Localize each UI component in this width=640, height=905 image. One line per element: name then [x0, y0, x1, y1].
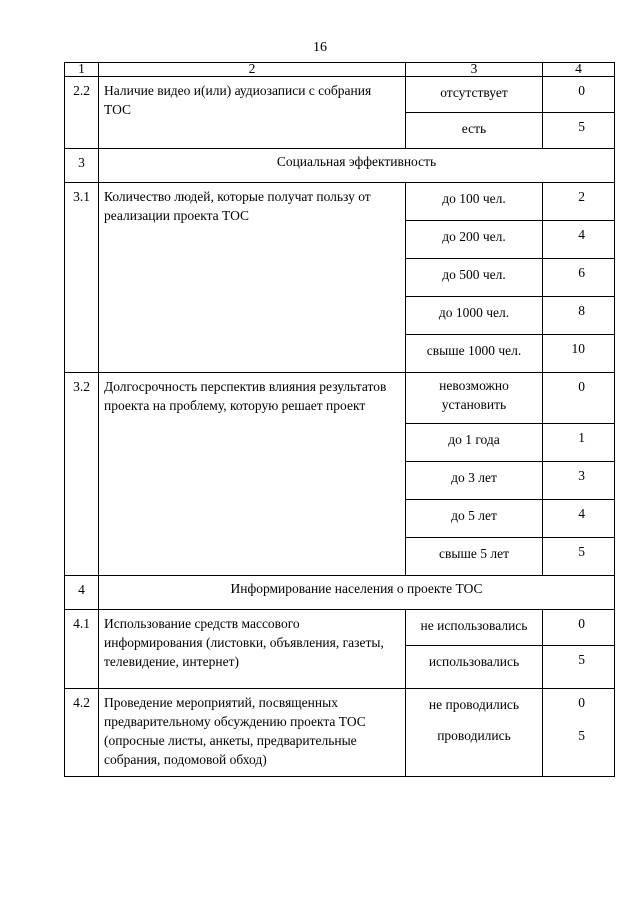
table-row: [65, 77, 615, 113]
item-description: Количество людей, которые получат пользу от реализации проекта ТОС: [99, 183, 406, 373]
option-score: 3: [543, 462, 615, 500]
header-col-2: 2: [99, 63, 406, 77]
option-score: 2: [543, 183, 615, 221]
option-label: отсутствует: [406, 77, 543, 113]
option-label: не использовались: [406, 610, 543, 646]
table-row: [65, 689, 615, 725]
table-row: [65, 373, 615, 424]
item-description: Проведение мероприятий, посвященных предварительному обсуждению проекта ТОС (опросные листы, анкеты, предварительные собрания, подомовой обход): [99, 689, 406, 777]
option-score: 4: [543, 500, 615, 538]
table-row: [65, 183, 615, 221]
option-score: 8: [543, 297, 615, 335]
page-number: 16: [313, 40, 327, 55]
option-label: до 100 чел.: [406, 183, 543, 221]
item-description: Использование средств массового информирования (листовки, объявления, газеты, телевидение, интернет): [99, 610, 406, 689]
option-label: свыше 5 лет: [406, 538, 543, 576]
option-score: 10: [543, 335, 615, 373]
item-number: 4.2: [65, 689, 99, 777]
item-number: 4.1: [65, 610, 99, 689]
option-label: до 500 чел.: [406, 259, 543, 297]
option-score: 5: [543, 538, 615, 576]
option-label: до 5 лет: [406, 500, 543, 538]
section-row: [65, 576, 615, 610]
option-score: 0: [543, 373, 615, 424]
option-label: до 200 чел.: [406, 221, 543, 259]
criteria-table: [64, 62, 615, 777]
option-score: 0: [543, 610, 615, 646]
option-score: 4: [543, 221, 615, 259]
option-label: использовались: [406, 646, 543, 689]
option-score: 5: [543, 113, 615, 149]
option-score: 0: [543, 689, 615, 725]
option-score: 1: [543, 424, 615, 462]
header-col-1: 1: [65, 63, 99, 77]
option-score: 6: [543, 259, 615, 297]
option-label: не проводились: [406, 689, 543, 725]
table-header-row: [65, 63, 615, 77]
item-number: 2.2: [65, 77, 99, 149]
option-score: 5: [543, 724, 615, 777]
item-description: Наличие видео и(или) аудиозаписи с собрания ТОС: [99, 77, 406, 149]
option-label: проводились: [406, 724, 543, 777]
section-title: Информирование населения о проекте ТОС: [99, 576, 615, 610]
item-number: 3.2: [65, 373, 99, 576]
section-row: [65, 149, 615, 183]
option-label: есть: [406, 113, 543, 149]
item-description: Долгосрочность перспектив влияния результатов проекта на проблему, которую решает проект: [99, 373, 406, 576]
section-number: 4: [65, 576, 99, 610]
option-label: до 1000 чел.: [406, 297, 543, 335]
section-number: 3: [65, 149, 99, 183]
table-row: [65, 610, 615, 646]
header-col-4: 4: [543, 63, 615, 77]
item-number: 3.1: [65, 183, 99, 373]
option-label: невозможно установить: [406, 373, 543, 424]
option-score: 0: [543, 77, 615, 113]
header-col-3: 3: [406, 63, 543, 77]
option-score: 5: [543, 646, 615, 689]
option-label: до 3 лет: [406, 462, 543, 500]
option-label: свыше 1000 чел.: [406, 335, 543, 373]
option-label: до 1 года: [406, 424, 543, 462]
section-title: Социальная эффективность: [99, 149, 615, 183]
